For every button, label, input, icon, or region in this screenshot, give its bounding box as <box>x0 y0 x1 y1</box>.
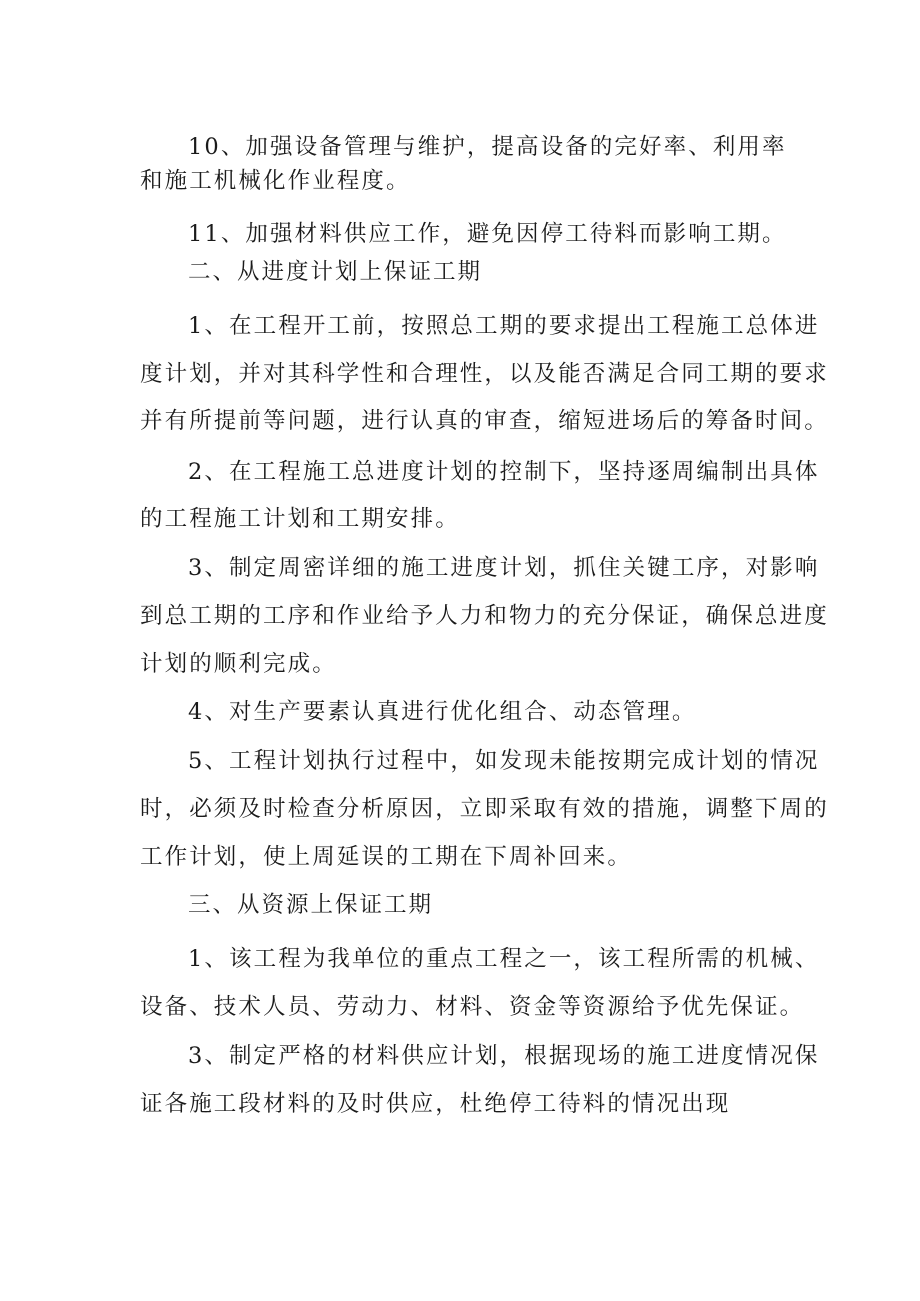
schedule-item-4-line-1: 4、对生产要素认真进行优化组合、动态管理。 <box>188 699 697 725</box>
resource-item-1-line-1: 1、该工程为我单位的重点工程之一，该工程所需的机械、 <box>188 946 820 972</box>
schedule-item-1-line-3: 并有所提前等问题，进行认真的审查，缩短进场后的筹备时间。 <box>140 408 829 434</box>
section-heading-schedule: 二、从进度计划上保证工期 <box>188 259 483 285</box>
schedule-item-2-line-2: 的工程施工计划和工期安排。 <box>140 506 460 532</box>
schedule-item-3-line-1: 3、制定周密详细的施工进度计划，抓住关键工序，对影响 <box>188 555 820 581</box>
schedule-item-5-line-1: 5、工程计划执行过程中，如发现未能按期完成计划的情况 <box>188 748 820 774</box>
schedule-item-3-line-2: 到总工期的工序和作业给予人力和物力的充分保证，确保总进度 <box>140 603 829 629</box>
schedule-item-5-line-3: 工作计划，使上周延误的工期在下周补回来。 <box>140 844 633 870</box>
schedule-item-5-line-2: 时，必须及时检查分析原因，立即采取有效的措施，调整下周的 <box>140 796 829 822</box>
schedule-item-1-line-1: 1、在工程开工前，按照总工期的要求提出工程施工总体进 <box>188 313 820 339</box>
paragraph-11-line-1: 11、加强材料供应工作，避免因停工待料而影响工期。 <box>188 221 787 247</box>
schedule-item-3-line-3: 计划的顺利完成。 <box>140 651 337 677</box>
paragraph-10-line-1: 10、加强设备管理与维护，提高设备的完好率、利用率 <box>188 134 787 160</box>
resource-item-3-line-1: 3、制定严格的材料供应计划，根据现场的施工进度情况保 <box>188 1043 820 1069</box>
section-heading-resources: 三、从资源上保证工期 <box>188 892 434 918</box>
resource-item-1-line-2: 设备、技术人员、劳动力、材料、资金等资源给予优先保证。 <box>140 994 805 1020</box>
schedule-item-2-line-1: 2、在工程施工总进度计划的控制下，坚持逐周编制出具体 <box>188 459 820 485</box>
resource-item-3-line-2: 证各施工段材料的及时供应，杜绝停工待料的情况出现 <box>140 1091 731 1117</box>
paragraph-10-line-2: 和施工机械化作业程度。 <box>140 168 411 194</box>
schedule-item-1-line-2: 度计划，并对其科学性和合理性，以及能否满足合同工期的要求 <box>140 361 829 387</box>
